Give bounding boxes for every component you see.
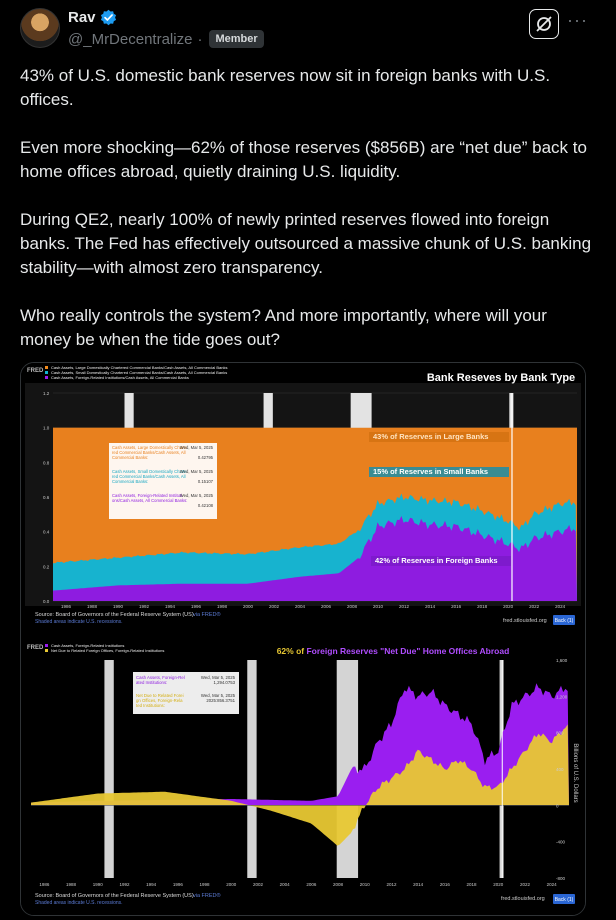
chart-back-label: Back (1) <box>554 897 574 903</box>
recession-band <box>509 393 513 428</box>
x-tick-label: 1988 <box>86 604 98 609</box>
x-tick-label: 2000 <box>226 882 237 887</box>
x-tick-label: 2010 <box>373 604 384 609</box>
x-tick-label: 2008 <box>347 604 358 609</box>
chart-site: fred.stlouisfed.org <box>501 896 545 902</box>
tooltip-date: Wed, Mar 5, 2025 <box>200 675 235 680</box>
tooltip-date: Wed, Mar 5, 2025 <box>179 493 213 498</box>
author-name-row[interactable] <box>68 9 117 26</box>
chart-source: Source: Board of Governors of the Federal Reserve System (US) <box>35 893 194 899</box>
legend-swatch <box>45 376 48 379</box>
tooltip-date: Wed, Mar 5, 2025 <box>200 693 235 698</box>
x-tick-label: 2020 <box>503 604 514 609</box>
x-tick-label: 2010 <box>359 882 370 887</box>
y-tick-label: 0.8 <box>43 460 50 466</box>
chart-bank-reserves <box>21 363 586 638</box>
tooltip-label: gn Offices, Foreign-Rela <box>136 698 183 703</box>
x-tick-label: 2006 <box>321 604 332 609</box>
x-tick-label: 1992 <box>139 604 150 609</box>
avatar[interactable] <box>20 8 60 48</box>
chart-via: via FRED® <box>193 893 221 899</box>
x-tick-label: 2022 <box>529 604 540 609</box>
x-tick-label: 2016 <box>451 604 462 609</box>
legend-entry: Cash Assets, Large Domestically Chartered Commercial Banks/Cash Assets, All Commercial Banks <box>51 365 228 370</box>
y-tick-label: 1,200 <box>556 694 568 700</box>
x-tick-label: 2008 <box>333 882 344 887</box>
tweet-media-image[interactable] <box>20 362 586 916</box>
y-tick-label: 0.4 <box>43 529 50 535</box>
x-tick-label: 1990 <box>113 604 124 609</box>
x-tick-label: 2002 <box>269 604 280 609</box>
tooltip-value: 1,294.0753 <box>213 680 235 685</box>
x-tick-label: 1988 <box>66 882 77 887</box>
x-tick-label: 2012 <box>386 882 397 887</box>
recession-band <box>247 660 256 878</box>
x-tick-label: 2018 <box>466 882 477 887</box>
recession-band <box>125 393 134 428</box>
tweet-paragraph: 43% of U.S. domestic bank reserves now sit in foreign banks with U.S. offices. <box>20 66 551 109</box>
chart-net-due <box>21 638 586 916</box>
x-tick-label: 2020 <box>493 882 504 887</box>
y-tick-label: -400 <box>556 839 566 845</box>
chart-title-prefix: 62% of <box>276 646 307 656</box>
x-tick-label: 1998 <box>199 882 210 887</box>
chart-ylabel: Billions of U.S. Dollars <box>572 743 578 803</box>
x-tick-label: 1990 <box>92 882 103 887</box>
x-tick-label: 2014 <box>425 604 436 609</box>
y-tick-label: 0.2 <box>43 564 50 570</box>
chart-back-label: Back (1) <box>554 618 574 624</box>
tooltip-date: Wed, Mar 5, 2025 <box>179 469 213 474</box>
x-tick-label: 2002 <box>252 882 263 887</box>
x-tick-label: 2016 <box>439 882 450 887</box>
y-tick-label: 0.6 <box>43 495 50 500</box>
tooltip-label: Commercial Banks: <box>112 455 149 460</box>
tooltip-label: Net Due to Related Forei <box>136 693 184 698</box>
x-tick-label: 2000 <box>243 604 254 609</box>
more-options-button[interactable]: ··· <box>567 10 588 30</box>
x-tick-label: 2004 <box>295 604 306 609</box>
legend-swatch <box>45 366 48 369</box>
recession-band <box>104 660 113 878</box>
tooltip-label: red Commercial Banks/Cash Assets, All <box>112 450 186 455</box>
tweet-paragraph: Even more shocking—62% of those reserves ($856B) are “net due” back to home offices abroad, quietly draining U.S. liquidity. <box>20 138 587 181</box>
tooltip-label: ated Institutions: <box>136 680 168 685</box>
y-tick-label: -800 <box>556 876 566 881</box>
legend-entry: Cash Assets, Foreign-Related Institutions/Cash Assets, All Commercial Banks <box>51 375 189 380</box>
tooltip-value: 0.42108 <box>197 503 213 508</box>
slashed-circle-icon <box>535 15 553 33</box>
x-tick-label: 1996 <box>172 882 183 887</box>
chart-title <box>277 646 510 656</box>
x-tick-label: 1994 <box>146 882 157 887</box>
x-tick-label: 1992 <box>119 882 130 887</box>
tooltip-label: Commercial Banks: <box>112 479 149 484</box>
fred-logo: FRED <box>27 368 44 374</box>
chart-annotation: 15% of Reserves in Small Banks <box>373 467 489 476</box>
chart-shaded-note: Shaded areas indicate U.S. recessions. <box>35 619 123 625</box>
y-tick-label: 1,600 <box>556 658 568 663</box>
tooltip-value: 0.42795 <box>197 455 213 460</box>
x-tick-label: 2012 <box>399 604 410 609</box>
legend-entry: Cash Assets, Small Domestically Chartered Commercial Banks/Cash Assets, All Commercial Banks <box>51 370 228 375</box>
x-tick-label: 2018 <box>477 604 488 609</box>
x-tick-label: 2024 <box>555 604 566 609</box>
y-tick-label: 1.0 <box>43 425 50 431</box>
chart-via: via FRED® <box>193 612 221 618</box>
recession-band <box>264 393 273 428</box>
chart-annotation: 43% of Reserves in Large Banks <box>373 432 489 441</box>
chart-title-emph: Foreign Reserves "Net Due" Home Offices Abroad <box>306 646 510 656</box>
chart-tooltip <box>109 443 217 519</box>
chart-title: Bank Reseves by Bank Type <box>426 372 576 384</box>
tooltip-label: Cash Assets, Foreign-Related Instituti <box>112 493 183 498</box>
x-tick-label: 1994 <box>165 604 176 609</box>
tooltip-value: 2025:856.3751 <box>206 698 235 703</box>
y-tick-label: 400 <box>556 767 564 772</box>
x-tick-label: 1998 <box>217 604 228 609</box>
x-tick-label: 2014 <box>413 882 424 887</box>
x-tick-label: 1986 <box>39 882 50 887</box>
verified-badge-icon[interactable] <box>100 9 117 26</box>
author-display-name[interactable]: Rav <box>68 9 96 26</box>
chart-annotation: 42% of Reserves in Foreign Banks <box>375 556 498 565</box>
chart-source: Source: Board of Governors of the Federal Reserve System (US) <box>35 612 194 618</box>
chart-tooltip <box>133 672 239 714</box>
chart-site: fred.stlouisfed.org <box>503 618 547 624</box>
tweet-paragraph: During QE2, nearly 100% of newly printed reserves flowed into foreign banks. The Fed has effectively outsourced a massive chunk of U.S. banking stability—with almost zero transparency. <box>20 210 592 277</box>
tweet-text <box>20 64 600 376</box>
legend-entry: Cash Assets, Foreign-Related Institutions <box>51 643 125 648</box>
member-badge[interactable]: Member <box>209 30 263 48</box>
tooltip-value: 0.15107 <box>197 479 213 484</box>
x-tick-label: 1996 <box>191 604 202 609</box>
legend-entry: Net Due to Related Foreign Offices, Foreign-Related Institutions <box>51 648 165 653</box>
recession-band <box>351 393 372 428</box>
x-tick-label: 2022 <box>519 882 530 887</box>
x-tick-label: 2004 <box>279 882 290 887</box>
tooltip-label: ted Institutions: <box>136 703 165 708</box>
y-tick-label: 0.0 <box>43 599 50 604</box>
y-tick-label: 1.2 <box>43 391 50 396</box>
separator: · <box>197 30 203 48</box>
legend-swatch <box>45 649 48 652</box>
grok-button[interactable] <box>529 9 559 39</box>
x-tick-label: 1986 <box>60 604 72 609</box>
x-tick-label: 2024 <box>546 882 557 887</box>
author-handle[interactable]: @_MrDecentralize <box>68 30 193 48</box>
tooltip-label: Cash Assets, Small Domestically Charte <box>112 469 187 474</box>
tooltip-date: Wed, Mar 5, 2025 <box>179 445 213 450</box>
handle-row <box>68 30 264 48</box>
tooltip-label: Cash Assets, Foreign-Rel <box>136 675 185 680</box>
fred-logo: FRED <box>27 645 44 651</box>
legend-swatch <box>45 371 48 374</box>
tooltip-label: Cash Assets, Large Domestically Charte <box>112 445 187 450</box>
tooltip-label: red Commercial Banks/Cash Assets, All <box>112 474 186 479</box>
tooltip-label: ons/Cash Assets, All Commercial Banks: <box>112 498 188 503</box>
x-tick-label: 2006 <box>306 882 317 887</box>
legend-swatch <box>45 644 48 647</box>
y-tick-label: 800 <box>556 730 564 736</box>
y-tick-label: 0 <box>556 803 559 809</box>
chart-shaded-note: Shaded areas indicate U.S. recessions. <box>35 900 123 906</box>
tweet-paragraph: Who really controls the system? And more importantly, where will your money be when the tide goes out? <box>20 306 547 349</box>
